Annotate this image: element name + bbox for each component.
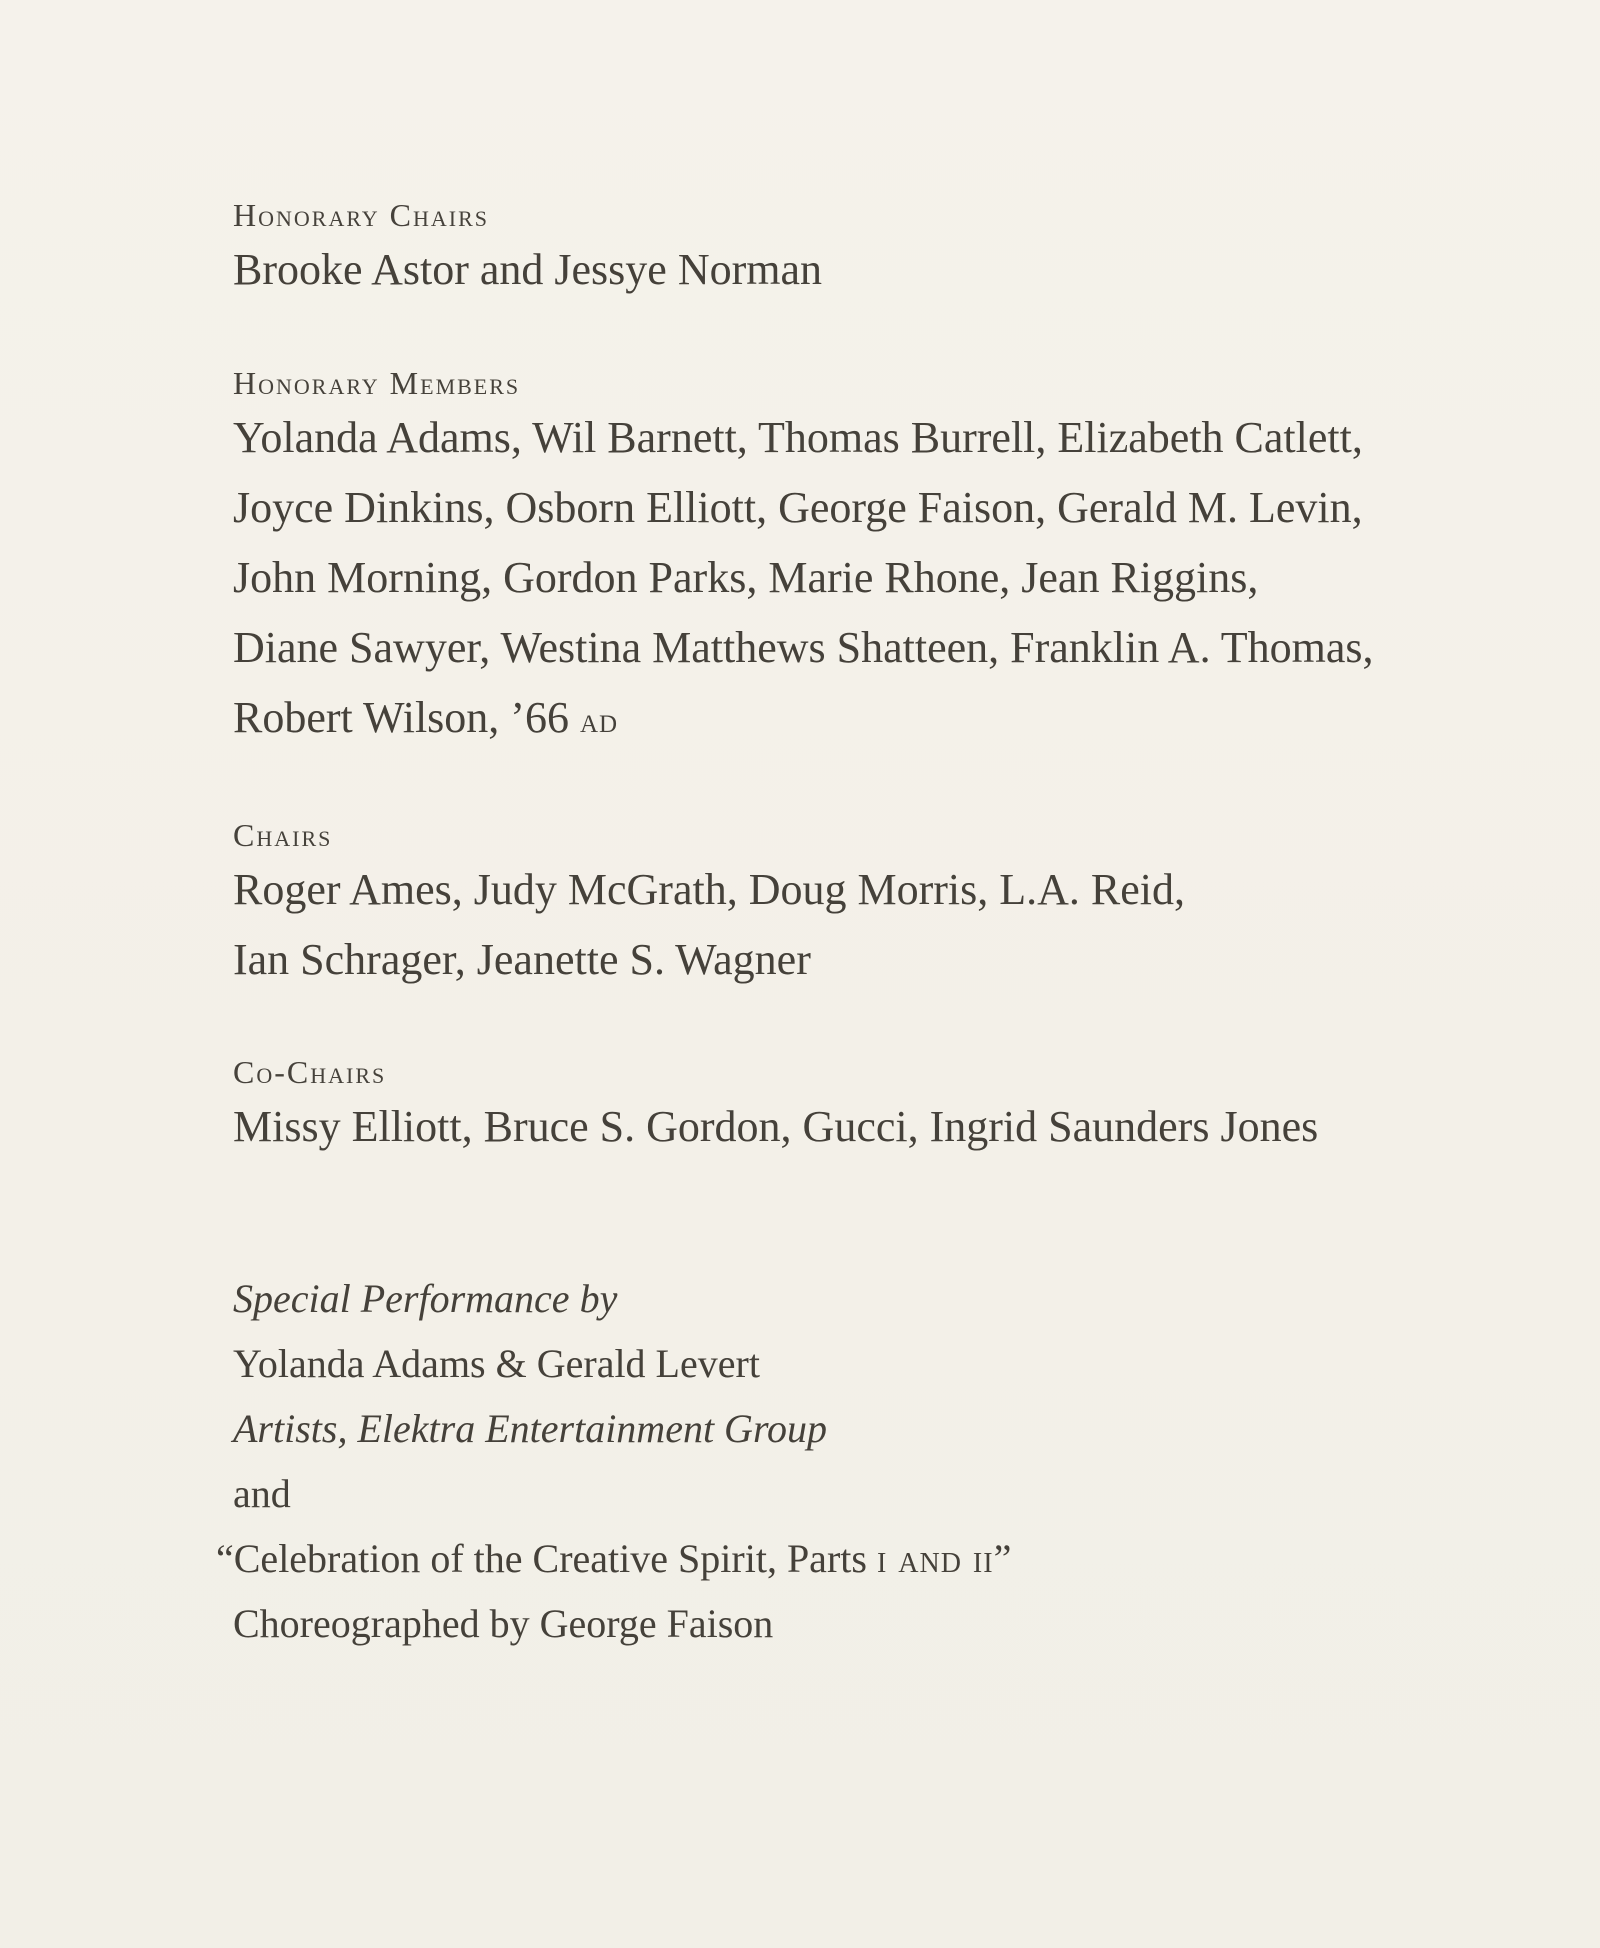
name-text: Robert Wilson, ’66: [233, 693, 569, 742]
honorary-members-section: [233, 363, 1563, 755]
work-title: [216, 1526, 1563, 1591]
section-heading: Co-Chairs: [233, 1054, 387, 1090]
performers: Yolanda Adams & Gerald Levert: [233, 1341, 760, 1386]
section-heading: Honorary Chairs: [233, 197, 490, 233]
work-title-text: “Celebration of the Creative Spirit, Parts: [216, 1536, 867, 1581]
name-line: Yolanda Adams, Wil Barnett, Thomas Burrell, Elizabeth Catlett,: [233, 413, 1363, 462]
name-line: Diane Sawyer, Westina Matthews Shatteen, Franklin A. Thomas,: [233, 623, 1374, 672]
name-line: Missy Elliott, Bruce S. Gordon, Gucci, Ingrid Saunders Jones: [233, 1102, 1319, 1151]
work-parts: i and ii: [876, 1536, 994, 1581]
section-heading: Chairs: [233, 817, 333, 853]
name-line: John Morning, Gordon Parks, Marie Rhone, Jean Riggins,: [233, 553, 1259, 602]
choreography-credit: Choreographed by George Faison: [233, 1601, 774, 1646]
performance-section: [216, 1266, 1563, 1656]
work-title-close: ”: [993, 1536, 1012, 1581]
name-line: Joyce Dinkins, Osborn Elliott, George Faison, Gerald M. Levin,: [233, 483, 1363, 532]
co-chairs-section: [233, 1052, 1563, 1162]
chairs-section: [233, 815, 1563, 995]
section-heading: Honorary Members: [233, 365, 521, 401]
performance-intro: Special Performance by: [233, 1276, 618, 1321]
honorary-chairs-section: [233, 195, 1563, 305]
conjunction: and: [233, 1471, 291, 1516]
degree-suffix: ad: [579, 700, 619, 740]
name-line: Roger Ames, Judy McGrath, Doug Morris, L.A. Reid,: [233, 865, 1186, 914]
name-line: Brooke Astor and Jessye Norman: [233, 245, 823, 294]
name-line-final: [233, 683, 1563, 755]
performer-affiliation: Artists, Elektra Entertainment Group: [233, 1406, 828, 1451]
name-line: Ian Schrager, Jeanette S. Wagner: [233, 935, 811, 984]
